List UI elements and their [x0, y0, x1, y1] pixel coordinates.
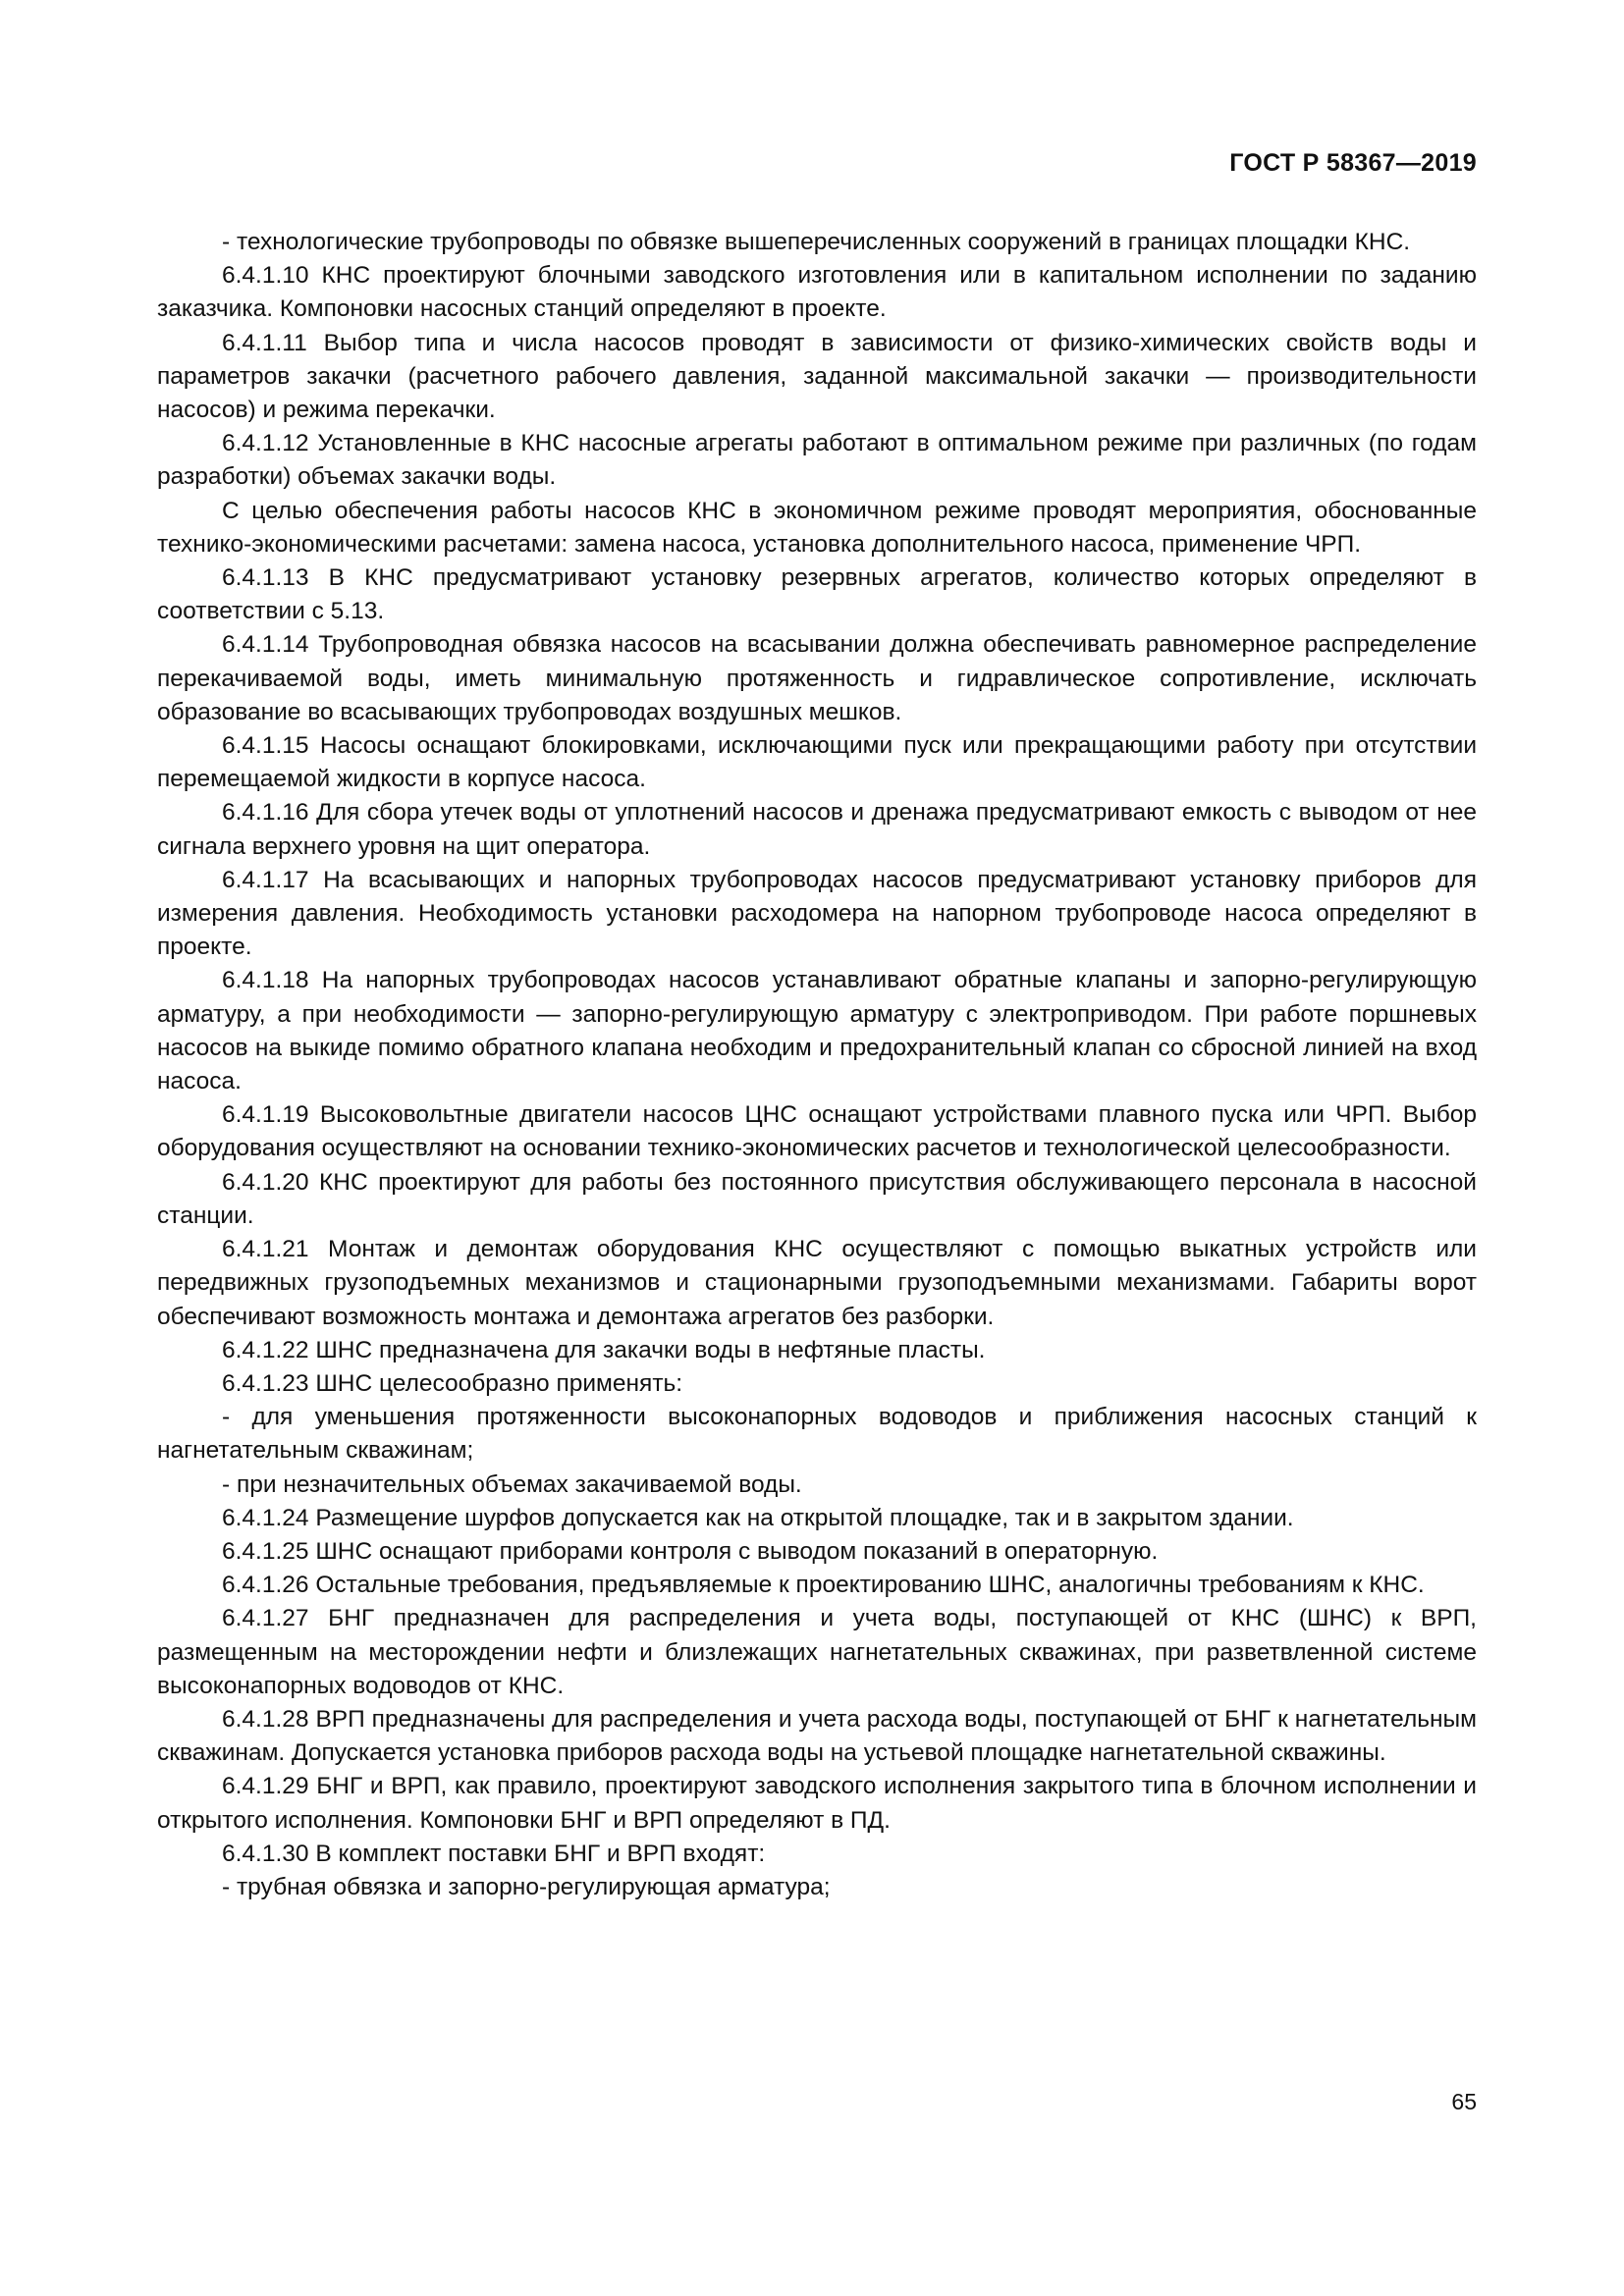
- paragraph: 6.4.1.20 КНС проектируют для работы без постоянного присутствия обслуживающего персонала в насосной станции.: [157, 1168, 1477, 1229]
- paragraph: 6.4.1.13 В КНС предусматривают установку резервных агрегатов, количество которых определяют в соответствии с 5.13.: [157, 564, 1477, 625]
- paragraph: 6.4.1.16 Для сбора утечек воды от уплотнений насосов и дренажа предусматривают емкость с выводом от нее сигнала верхнего уровня на щит оператора.: [157, 799, 1477, 860]
- paragraph: 6.4.1.11 Выбор типа и числа насосов проводят в зависимости от физико-химических свойств воды и параметров закачки (расчетного рабочего давления, заданной максимальной закачки — производительности насосов) и режима перекачки.: [157, 329, 1477, 424]
- list-item: - трубная обвязка и запорно-регулирующая арматура;: [222, 1873, 831, 1900]
- paragraph: 6.4.1.25 ШНС оснащают приборами контроля с выводом показаний в операторную.: [222, 1537, 1159, 1565]
- paragraph: 6.4.1.19 Высоковольтные двигатели насосов ЦНС оснащают устройствами плавного пуска или ЧРП. Выбор оборудования осуществляют на основании технико-экономических расчетов и технологической целесообразности.: [157, 1101, 1477, 1162]
- document-code-header: ГОСТ Р 58367—2019: [1229, 149, 1477, 177]
- paragraph: 6.4.1.10 КНС проектируют блочными заводского изготовления или в капитальном исполнении по заданию заказчика. Компоновки насосных станций определяют в проекте.: [157, 262, 1477, 323]
- paragraph: 6.4.1.23 ШНС целесообразно применять:: [222, 1369, 683, 1397]
- paragraph: 6.4.1.29 БНГ и ВРП, как правило, проектируют заводского исполнения закрытого типа в блочном исполнении и открытого исполнения. Компоновки БНГ и ВРП определяют в ПД.: [157, 1773, 1477, 1834]
- list-item: - для уменьшения протяженности высоконапорных водоводов и приближения насосных станций к нагнетательным скважинам;: [157, 1404, 1477, 1465]
- list-item: - при незначительных объемах закачиваемой воды.: [222, 1470, 802, 1498]
- document-body: [157, 226, 1477, 1904]
- paragraph: 6.4.1.15 Насосы оснащают блокировками, исключающими пуск или прекращающими работу при отсутствии перемещаемой жидкости в корпусе насоса.: [157, 732, 1477, 793]
- paragraph: 6.4.1.22 ШНС предназначена для закачки воды в нефтяные пласты.: [222, 1336, 986, 1363]
- paragraph: 6.4.1.17 На всасывающих и напорных трубопроводах насосов предусматривают установку приборов для измерения давления. Необходимость установки расходомера на напорном трубопроводе насоса определяют в проекте.: [157, 866, 1477, 961]
- paragraph: 6.4.1.12 Установленные в КНС насосные агрегаты работают в оптимальном режиме при различных (по годам разработки) объемах закачки воды.: [157, 430, 1477, 491]
- paragraph: 6.4.1.28 ВРП предназначены для распределения и учета расхода воды, поступающей от БНГ к нагнетательным скважинам. Допускается установка приборов расхода воды на устьевой площадке нагнетательной скважины.: [157, 1705, 1477, 1767]
- paragraph: С целью обеспечения работы насосов КНС в экономичном режиме проводят мероприятия, обоснованные технико-экономическими расчетами: замена насоса, установка дополнительного насоса, применение ЧРП.: [157, 497, 1477, 558]
- paragraph: 6.4.1.18 На напорных трубопроводах насосов устанавливают обратные клапаны и запорно-регулирующую арматуру, а при необходимости — запорно-регулирующую арматуру с электроприводом. При работе поршневых насосов на выкиде помимо обратного клапана необходим и предохранительный клапан со сбросной линией на вход насоса.: [157, 967, 1477, 1095]
- paragraph: 6.4.1.26 Остальные требования, предъявляемые к проектированию ШНС, аналогичны требованиям к КНС.: [222, 1572, 1425, 1599]
- paragraph: 6.4.1.21 Монтаж и демонтаж оборудования КНС осуществляют с помощью выкатных устройств или передвижных грузоподъемных механизмов и стационарными грузоподъемными механизмами. Габариты ворот обеспечивают возможность монтажа и демонтажа агрегатов без разборки.: [157, 1236, 1477, 1330]
- paragraph: 6.4.1.30 В комплект поставки БНГ и ВРП входят:: [222, 1840, 766, 1867]
- paragraph: - технологические трубопроводы по обвязке вышеперечисленных сооружений в границах площадки КНС.: [222, 229, 1411, 255]
- paragraph: 6.4.1.14 Трубопроводная обвязка насосов на всасывании должна обеспечивать равномерное распределение перекачиваемой воды, иметь минимальную протяженность и гидравлическое сопротивление, исключать образование во всасывающих трубопроводах воздушных мешков.: [157, 631, 1477, 725]
- paragraph: 6.4.1.24 Размещение шурфов допускается как на открытой площадке, так и в закрытом здании.: [222, 1504, 1294, 1531]
- page-number: 65: [1451, 2089, 1477, 2114]
- paragraph: 6.4.1.27 БНГ предназначен для распределения и учета воды, поступающей от КНС (ШНС) к ВРП, размещенным на месторождении нефти и близлежащих нагнетательных скважинах, при разветвленной системе высоконапорных водоводов от КНС.: [157, 1605, 1477, 1699]
